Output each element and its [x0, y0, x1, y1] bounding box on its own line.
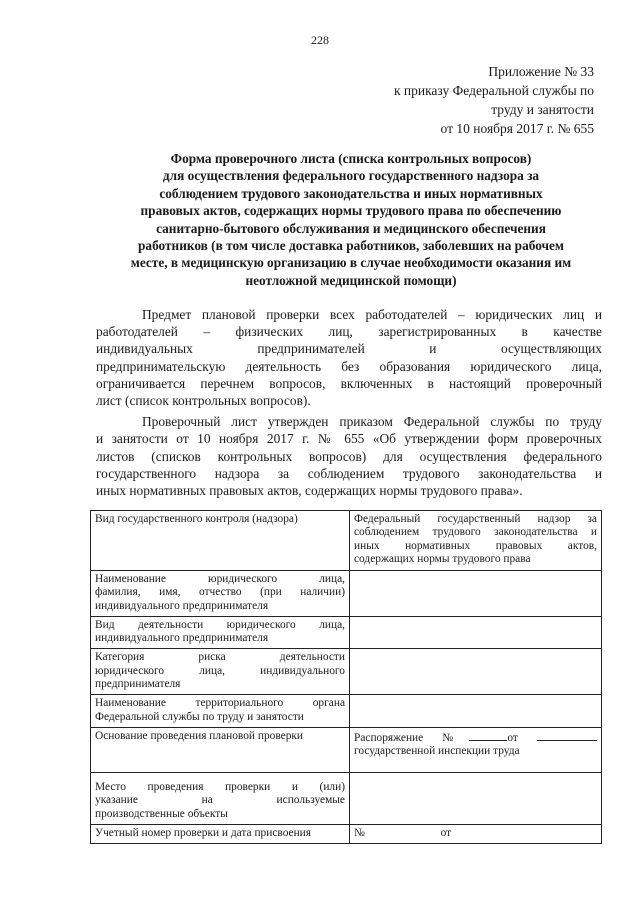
order-word: Распоряжение — [354, 731, 424, 744]
text-line: и занятости от 10 ноября 2017 г. № 655 «Об утверждении форм проверочных — [96, 431, 602, 447]
table-row — [91, 695, 602, 728]
cell-line: индивидуального предпринимателя — [95, 599, 269, 612]
number-sign: № — [354, 826, 365, 839]
appendix-line: от 10 ноября 2017 г. № 655 — [440, 121, 594, 136]
document-title — [96, 150, 606, 289]
text-line: работодателей – физических лиц, зарегистрированных в качестве — [96, 324, 602, 340]
cell-line: юридического лица, индивидуального — [95, 664, 345, 677]
title-line: для осуществления федерального государственного надзора за — [162, 168, 540, 184]
cell-line: государственной инспекции труда — [354, 745, 520, 758]
risk-category-label — [91, 649, 350, 695]
text-line: Предмет плановой проверки всех работодателей – юридических лиц и — [142, 307, 602, 322]
legal-entity-name-label — [91, 571, 350, 617]
title-line: правовых актов, содержащих нормы трудового права по обеспечению — [140, 203, 562, 219]
text-line: государственного надзора за соблюдением трудового законодательства и — [96, 465, 602, 481]
text-line: иных нормативных правовых актов, содержащих нормы трудового права». — [96, 483, 523, 499]
appendix-line: к приказу Федеральной службы по — [393, 83, 594, 98]
date-prefix: от — [507, 731, 518, 744]
appendix-line: Приложение № 33 — [488, 64, 594, 79]
cell-line: фамилия, имя, отчество (при наличии) — [95, 586, 345, 599]
cell-line — [354, 730, 597, 745]
title-line: месте, в медицинскую организацию в случае необходимости оказания им — [130, 255, 572, 271]
page-number: 228 — [311, 33, 329, 47]
cell-line: индивидуального предпринимателя — [95, 632, 269, 645]
cell-line: указание на используемые — [95, 794, 345, 807]
inspection-location-field[interactable] — [350, 772, 602, 824]
table-row — [91, 727, 602, 772]
text-line: листов (списков контрольных вопросов) для осуществления федерального — [96, 448, 602, 464]
activity-type-label — [91, 616, 350, 649]
cell-line: Место проведения проверки и (или) — [95, 780, 345, 793]
order-date-blank[interactable] — [537, 730, 597, 741]
cell-line: содержащих нормы трудового права — [354, 552, 531, 565]
cell-line: Вид деятельности юридического лица, — [95, 618, 345, 631]
risk-category-field[interactable] — [350, 649, 602, 695]
text-line: индивидуальных предпринимателей и осуществляющих — [96, 341, 602, 357]
registration-number-value — [350, 824, 602, 843]
title-line: санитарно-бытового обслуживания и медицинского обеспечения — [156, 220, 546, 236]
cell-line: Учетный номер проверки и дата присвоения — [95, 826, 312, 839]
cell-text: Вид государственного контроля (надзора) — [95, 513, 298, 525]
inspection-form-table — [90, 510, 602, 844]
title-line: соблюдением трудового законодательства и иных нормативных — [159, 185, 543, 201]
inspection-basis-value — [350, 727, 602, 772]
table-row — [91, 511, 602, 571]
territorial-body-field[interactable] — [350, 695, 602, 728]
control-type-label — [91, 511, 350, 571]
title-line: работников (в том числе доставка работников, заболевших на рабочем — [138, 238, 564, 254]
number-sign: № — [442, 731, 470, 744]
order-number-blank[interactable] — [469, 730, 507, 741]
text-line: ограничивается перечнем вопросов, включенных в настоящий проверочный — [96, 375, 602, 391]
inspection-location-label — [91, 772, 350, 824]
cell-line: Наименование юридического лица, — [95, 573, 345, 585]
cell-line: соблюдением трудового законодательства и — [354, 526, 597, 539]
legal-entity-name-field[interactable] — [350, 571, 602, 617]
body-text — [96, 306, 602, 503]
registration-number-label — [91, 824, 350, 843]
cell-line: Федеральной службы по труду и занятости — [95, 710, 304, 723]
paragraph-scope — [96, 306, 602, 409]
text-line: лист (список контрольных вопросов). — [96, 393, 311, 409]
cell-text: Основание проведения плановой проверки — [95, 729, 304, 742]
paragraph-approval — [96, 413, 602, 499]
cell-line: предпринимателя — [95, 678, 181, 691]
cell-line: Категория риска деятельности — [95, 651, 345, 664]
inspection-basis-label — [91, 727, 350, 772]
title-line: Форма проверочного листа (списка контрольных вопросов) — [170, 151, 532, 166]
territorial-body-label — [91, 695, 350, 728]
title-line: неотложной медицинской помощи) — [245, 272, 457, 288]
date-prefix: от — [440, 826, 452, 839]
text-line: предпринимательскую деятельность без образования юридического лица, — [96, 358, 602, 374]
appendix-reference — [294, 62, 594, 138]
control-type-value — [350, 511, 602, 571]
activity-type-field[interactable] — [350, 616, 602, 649]
cell-line: Наименование территориального органа — [95, 697, 345, 710]
cell-line: иных нормативных правовых актов, — [354, 539, 597, 552]
table-row — [91, 649, 602, 695]
cell-line: производственные объекты — [95, 807, 228, 820]
text-line: Проверочный лист утвержден приказом Федеральной службы по труду — [142, 414, 602, 430]
table-row — [91, 772, 602, 824]
appendix-line: труду и занятости — [491, 102, 594, 117]
table-row — [91, 616, 602, 649]
cell-line: Федеральный государственный надзор за — [354, 513, 597, 525]
table-row — [91, 571, 602, 617]
table-row — [91, 824, 602, 843]
